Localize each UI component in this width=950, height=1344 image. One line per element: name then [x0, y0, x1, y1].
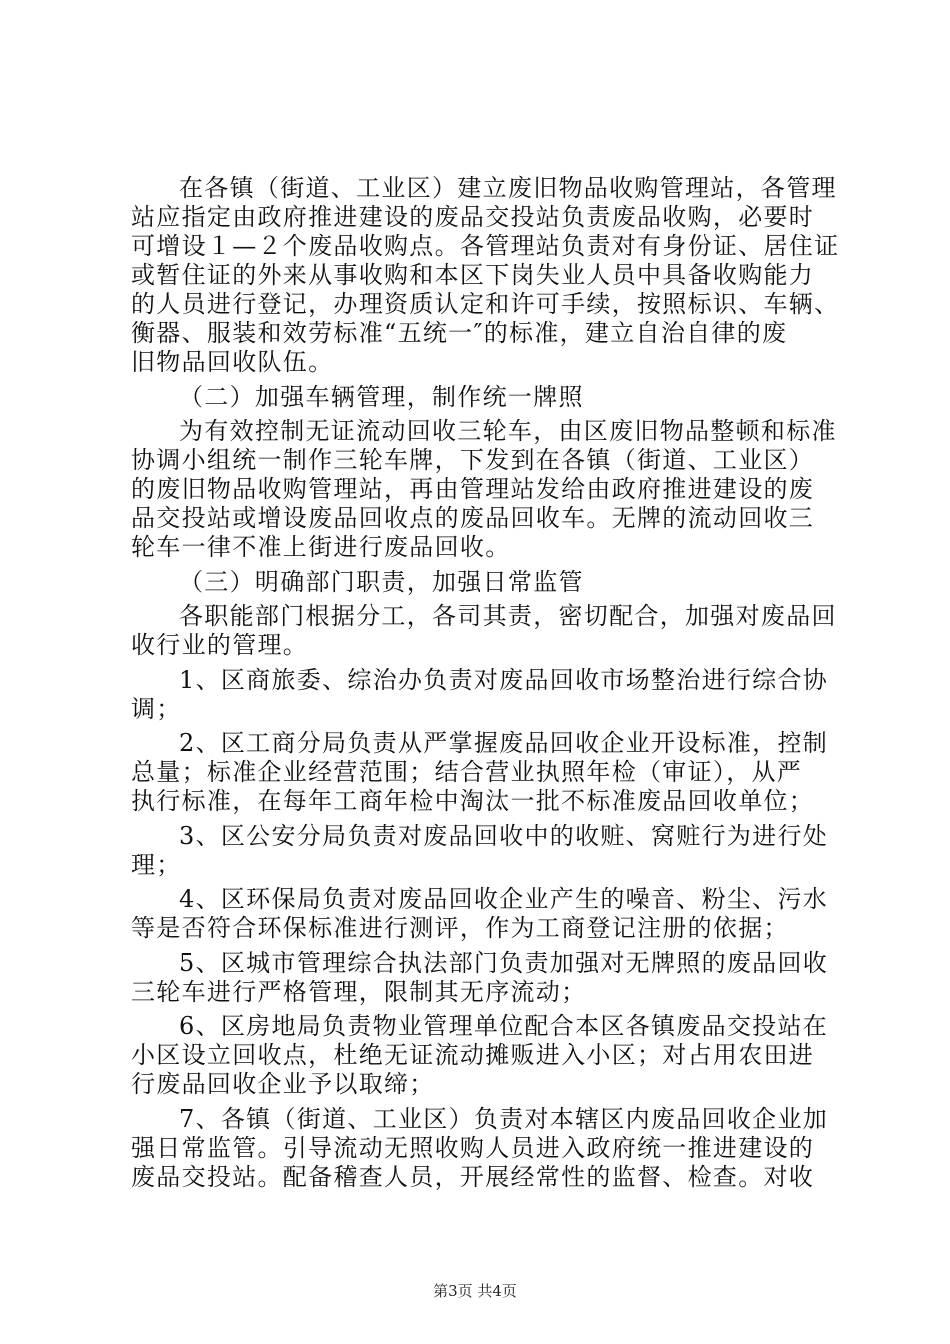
text-line: 等是否符合环保标准进行测评，作为工商登记注册的依据；: [131, 914, 789, 942]
text-line: 收行业的管理。: [131, 631, 309, 659]
text-line: 4、区环保局负责对废品回收企业产生的噪音、粉尘、污水: [179, 885, 829, 913]
list-item-2: [131, 729, 831, 816]
text-line: 或暂住证的外来从事收购和本区下岗失业人员中具备收购能力: [131, 261, 815, 289]
text-line: 6、区房地局负责物业管理单位配合本区各镇废品交投站在: [179, 1012, 829, 1040]
text-line: 1、区商旅委、综治办负责对废品回收市场整治进行综合协: [179, 665, 829, 694]
paragraph-departments: [131, 602, 837, 660]
section-heading-2: （二）加强车辆管理，制作统一牌照: [179, 382, 584, 411]
text-line: 3、区公安分局负责对废品回收中的收赃、窝赃行为进行处: [179, 821, 829, 850]
text-line: 品交投站或增设废品回收点的废品回收车。无牌的流动回收三: [131, 504, 815, 532]
paragraph-intro: [131, 174, 840, 377]
list-item-4: [131, 885, 831, 943]
text-line: 执行标准，在每年工商年检中淘汰一批不标准废品回收单位；: [131, 787, 815, 815]
list-item-6: [131, 1012, 831, 1099]
list-item-7: [131, 1105, 831, 1192]
section-heading-3: （三）明确部门职责，加强日常监管: [179, 567, 584, 596]
text-line: 为有效控制无证流动回收三轮车，由区废旧物品整顿和标准: [179, 417, 837, 445]
text-line: 的人员进行登记，办理资质认定和许可手续，按照标识、车辆、: [131, 290, 840, 318]
text-line: 协调小组统一制作三轮车牌，下发到在各镇（街道、工业区）: [131, 446, 815, 474]
text-line: 2、区工商分局负责从严掌握废品回收企业开设标准，控制: [179, 729, 829, 757]
body-text: [131, 174, 840, 1192]
text-line: 理；: [131, 850, 182, 879]
list-item-1: [131, 666, 831, 724]
text-line: 小区设立回收点，杜绝无证流动摊贩进入小区；对占用农田进: [131, 1041, 815, 1069]
text-line: 可增设１—２个废品收购点。各管理站负责对有身份证、居住证: [131, 232, 840, 260]
text-line: 强日常监管。引导流动无照收购人员进入政府统一推进建设的: [131, 1133, 815, 1162]
text-line: 废品交投站。配备稽查人员，开展经常性的监督、检查。对收: [131, 1162, 815, 1191]
text-line: 旧物品回收队伍。: [131, 348, 334, 376]
text-line: 行废品回收企业予以取缔；: [131, 1070, 435, 1098]
text-line: 三轮车进行严格管理，限制其无序流动；: [131, 977, 587, 1006]
list-item-3: [131, 822, 831, 880]
text-line: 5、区城市管理综合执法部门负责加强对无牌照的废品回收: [179, 948, 829, 977]
text-line: 站应指定由政府推进建设的废品交投站负责废品收购，必要时: [131, 203, 815, 231]
list-item-5: [131, 949, 831, 1007]
page-footer: 第3页 共4页: [433, 1282, 517, 1300]
text-line: 轮车一律不准上街进行废品回收。: [131, 533, 511, 561]
text-line: 7、各镇（街道、工业区）负责对本辖区内废品回收企业加: [179, 1104, 829, 1133]
paragraph-vehicles: [131, 417, 837, 562]
text-line: 的废旧物品收购管理站，再由管理站发给由政府推进建设的废: [131, 475, 815, 503]
text-line: 各职能部门根据分工，各司其责，密切配合，加强对废品回: [179, 602, 837, 630]
text-line: 调；: [131, 694, 182, 723]
text-line: 在各镇（街道、工业区）建立废旧物品收购管理站，各管理: [179, 174, 837, 202]
text-line: 衡器、服装和效劳标准“五统一″的标准，建立自治自律的废: [131, 319, 788, 347]
text-line: 总量；标准企业经营范围；结合营业执照年检（审证），从严: [131, 758, 803, 786]
